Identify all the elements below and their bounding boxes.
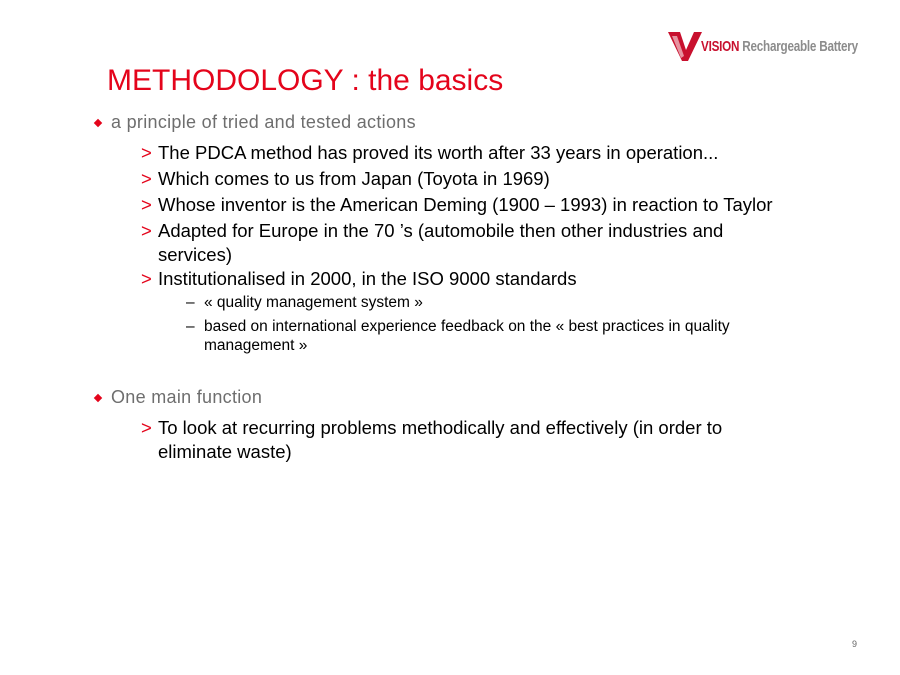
dash-marker: – — [186, 318, 195, 335]
logo-tagline: Rechargeable Battery — [742, 38, 858, 55]
page-number: 9 — [852, 639, 858, 649]
list-item — [141, 193, 831, 217]
arrow-marker: > — [141, 417, 152, 438]
slide-title: METHODOLOGY : the basics — [107, 64, 504, 97]
list-item-text: Whose inventor is the American Deming (1900 – 1993) in reaction to Taylor — [158, 194, 773, 215]
v-logo-icon — [668, 30, 702, 62]
sub-list-item-text: « quality management system » — [204, 294, 423, 311]
arrow-marker: > — [141, 268, 152, 289]
list-item — [141, 219, 791, 267]
list-item-text: The PDCA method has proved its worth after 33 years in operation... — [158, 142, 719, 163]
vision-logo — [668, 30, 858, 62]
list-item-text: Institutionalised in 2000, in the ISO 9000 standards — [158, 268, 577, 289]
arrow-marker: > — [141, 142, 152, 163]
list-item — [141, 267, 831, 291]
list-item-text: To look at recurring problems methodically and effectively (in order to eliminate waste) — [158, 417, 723, 462]
diamond-bullet-icon — [94, 119, 102, 127]
sub-list-item-text: based on international experience feedback on the « best practices in quality management » — [204, 318, 730, 354]
diamond-bullet-icon — [94, 394, 102, 402]
logo-brand: VISION — [701, 38, 740, 55]
arrow-marker: > — [141, 220, 152, 241]
logo-wordmark — [701, 38, 858, 55]
arrow-marker: > — [141, 194, 152, 215]
list-item — [141, 416, 791, 464]
sub-list-item — [186, 317, 811, 355]
list-item-text: Which comes to us from Japan (Toyota in 1969) — [158, 168, 550, 189]
arrow-marker: > — [141, 168, 152, 189]
list-item — [141, 167, 831, 191]
sub-list-item — [186, 293, 826, 312]
section-heading-text: a principle of tried and tested actions — [111, 112, 416, 132]
list-item-text: Adapted for Europe in the 70 ’s (automobile then other industries and services) — [158, 220, 724, 265]
list-item — [141, 141, 831, 165]
dash-marker: – — [186, 294, 195, 311]
section-heading-text: One main function — [111, 387, 263, 407]
